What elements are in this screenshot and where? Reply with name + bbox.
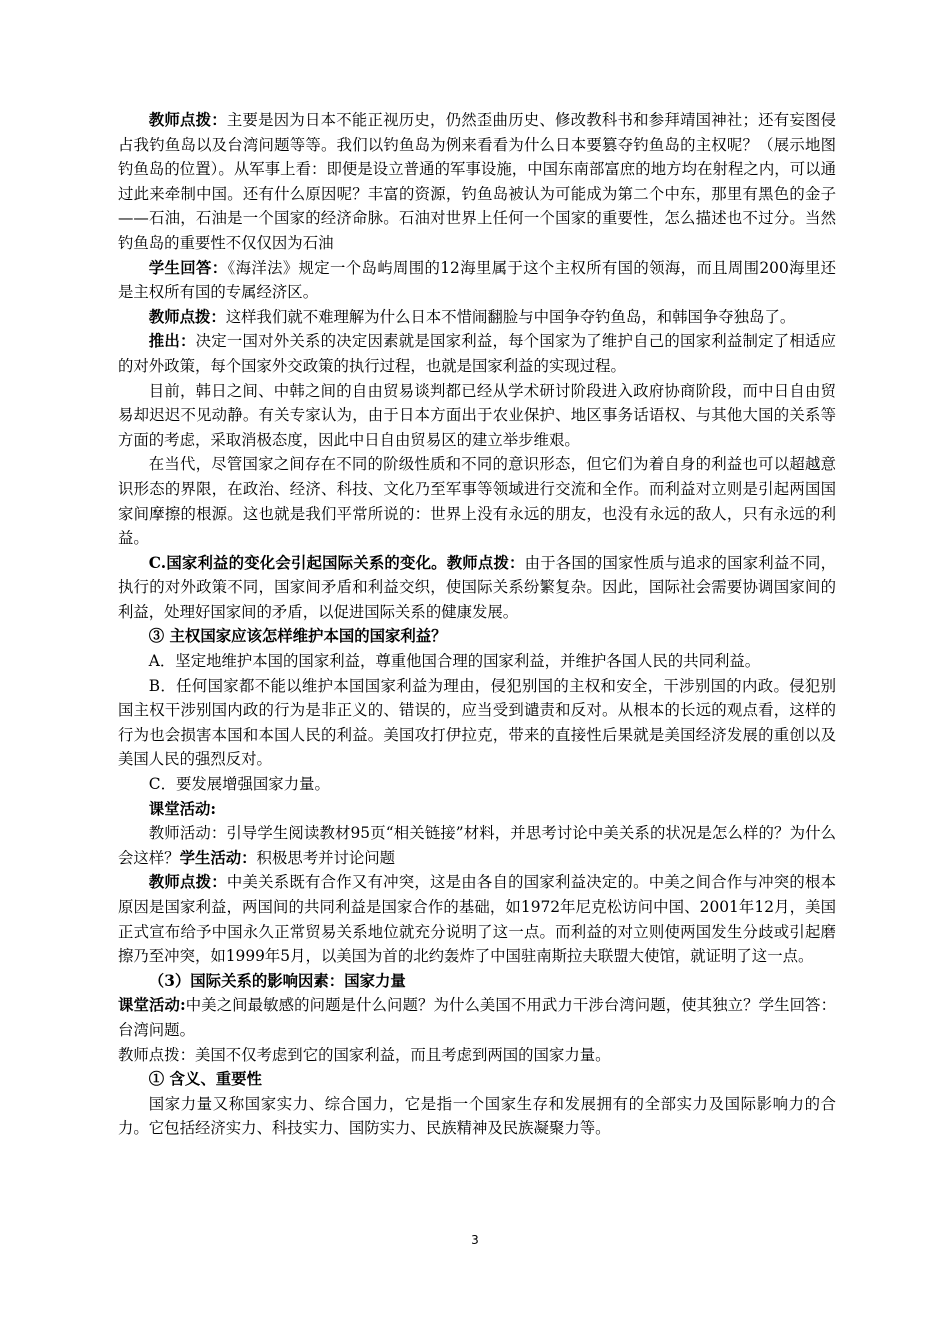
label-conclusion: 推出： [148, 332, 196, 351]
label-class-activity: 课堂活动: [118, 996, 186, 1015]
heading-national-power: （3）国际关系的影响因素：国家力量 [148, 971, 406, 990]
paragraph-teacher-tip-1 [118, 108, 836, 256]
paragraph-text: 中美之间最敏感的问题是什么问题？为什么美国不用武力干涉台湾问题，使其独立？学生回答：台湾问题。 [118, 996, 836, 1039]
heading-meaning-importance: ① 含义、重要性 [148, 1070, 262, 1089]
label-teacher-tip: 教师点拨： [148, 111, 227, 129]
paragraph-interest-change [118, 551, 836, 625]
label-student-activity: 学生活动： [179, 848, 257, 867]
paragraph-text: 《海洋法》规定一个岛屿周围的12海里属于这个主权所有国的领海，而且周围200海里还是主权所有国的专属经济区。 [118, 258, 836, 302]
paragraph-national-power-def: 国家力量又称国家实力、综合国力，它是指一个国家生存和发展拥有的全部实力及国际影响力的合力。它包括经济实力、科技实力、国防实力、民族精神及民族凝聚力等。 [118, 1094, 836, 1138]
paragraph-item-c: C．要发展增强国家力量。 [148, 775, 330, 794]
label-teacher-tip: 教师点拨： [148, 307, 226, 326]
paragraph-item-a: A．坚定地维护本国的国家利益，尊重他国合理的国家利益，并维护各国人民的共同利益。 [148, 652, 761, 671]
paragraph-text: 决定一国对外关系的决定因素就是国家利益，每个国家为了维护自己的国家利益制定了相适应的对外政策，每个国家外交政策的执行过程，也就是国家利益的实现过程。 [118, 332, 836, 375]
label-teacher-tip: 教师点拨： [148, 873, 227, 892]
document-page [118, 108, 836, 1141]
paragraph-text: 教师活动：引导学生阅读教材95页“相关链接”材料，并思考讨论中美关系的状况是怎么样的？为什么会这样？ [118, 824, 836, 867]
paragraph-student-answer [118, 256, 836, 305]
paragraph-teacher-tip-3 [118, 870, 836, 968]
paragraph-teacher-tip-2 [118, 305, 836, 330]
paragraph-teacher-activity [118, 821, 836, 870]
page-number: 3 [471, 1233, 479, 1247]
paragraph-text: 中美关系既有合作又有冲突，这是由各自的国家利益决定的。中美之间合作与冲突的根本原因是国家利益，两国间的共同利益是国家合作的基础，如1972年尼克松访问中国、2001年12月，美国正式宣布给予中国永久正常贸易关系地位就充分说明了这一点。而利益的对立则使两国发生分歧或引起磨擦乃至冲突，如1999年5月，以美国为首的北约轰炸了中国驻南斯拉夫联盟大使馆，就证明了这一点。 [118, 873, 836, 966]
paragraph-trade: 目前，韩日之间、中韩之间的自由贸易谈判都已经从学术研讨阶段进入政府协商阶段，而中日自由贸易却迟迟不见动静。有关专家认为，由于日本方面出于农业保护、地区事务话语权、与其他大国的关系等方面的考虑，采取消极态度，因此中日自由贸易区的建立举步维艰。 [118, 381, 836, 449]
heading-sovereign-state: ③ 主权国家应该怎样维护本国的国家利益？ [148, 627, 447, 646]
paragraph-conclusion [118, 329, 836, 378]
paragraph-text: 由于各国的国家性质与追求的国家利益不同，执行的对外政策不同，国家间矛盾和利益交织，使国际关系纷繁复杂。因此，国际社会需要协调国家间的利益，处理好国家间的矛盾，以促进国际关系的健康发展。 [118, 553, 836, 621]
paragraph-text: 这样我们就不难理解为什么日本不惜闹翻脸与中国争夺钓鱼岛，和韩国争夺独岛了。 [225, 307, 796, 326]
heading-class-activity: 课堂活动: [148, 799, 217, 818]
paragraph-contemporary: 在当代，尽管国家之间存在不同的阶级性质和不同的意识形态，但它们为着自身的利益也可以超越意识形态的界限，在政治、经济、科技、文化乃至军事等领域进行交流和全作。而利益对立则是引起两国国家间摩擦的根源。这也就是我们平常所说的：世界上没有永远的朋友，也没有永远的敌人，只有永远的利益。 [118, 455, 836, 548]
label-student-answer: 学生回答： [148, 258, 228, 277]
paragraph-text: 主要是因为日本不能正视历史，仍然歪曲历史、修改教科书和参拜靖国神社；还有妄图侵占我钓鱼岛以及台湾问题等等。我们以钓鱼岛为例来看看为什么日本要篡夺钓鱼岛的主权呢？（展示地图钓鱼岛的位置）。从军事上看：即便是设立普通的军事设施，中国东南部富庶的地方均在射程之内，可以通过此来牵制中国。还有什么原因呢？丰富的资源，钓鱼岛被认为可能成为第二个中东，那里有黑色的金子——石油，石油是一个国家的经济命脉。石油对世界上任何一个国家的重要性，怎么描述也不过分。当然钓鱼岛的重要性不仅仅因为石油 [118, 111, 836, 252]
paragraph-teacher-tip-4: 教师点拨：美国不仅考虑到它的国家利益，而且考虑到两国的国家力量。 [118, 1045, 611, 1064]
paragraph-text: 积极思考并讨论问题 [256, 848, 396, 867]
paragraph-class-activity-2 [118, 993, 836, 1042]
heading-c: C.国家利益的变化会引起国际关系的变化。教师点拨： [148, 553, 525, 572]
paragraph-item-b: B．任何国家都不能以维护本国国家利益为理由，侵犯别国的主权和安全，干涉别国的内政。侵犯别国主权干涉别国内政的行为是非正义的、错误的，应当受到谴责和反对。从根本的长远的观点看，这样的行为也会损害本国和本国人民的利益。美国攻打伊拉克，带来的直接性后果就是美国经济发展的重创以及美国人民的强烈反对。 [118, 676, 836, 769]
